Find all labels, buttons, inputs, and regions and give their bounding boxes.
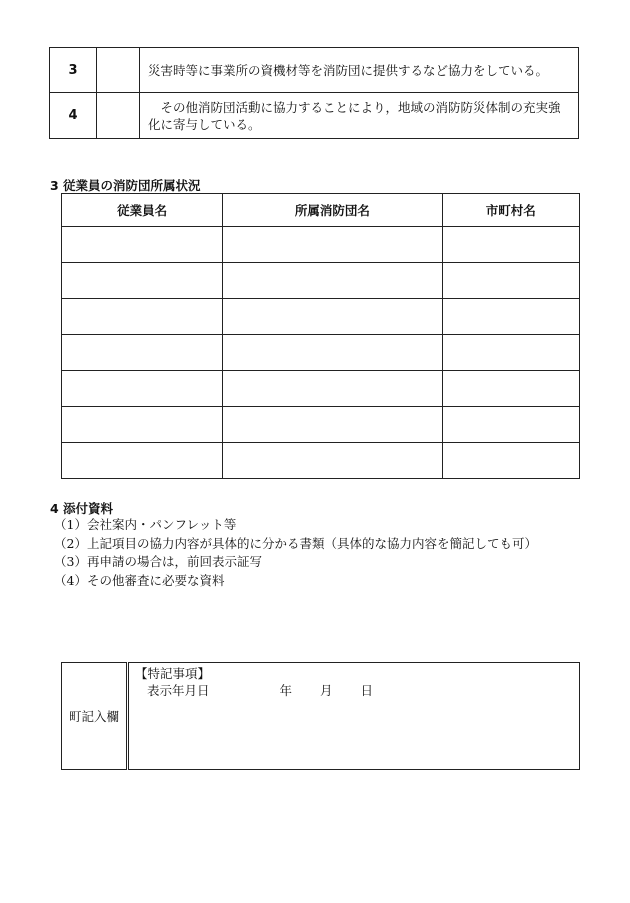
fire-brigade-cell[interactable] [223,227,442,263]
fire-brigade-cell[interactable] [223,299,442,335]
column-employee-name: 従業員名 [62,194,223,227]
municipality-cell[interactable] [442,335,580,371]
list-item: （4）その他審査に必要な資料 [54,572,225,588]
section-3-heading: 3 従業員の消防団所属状況 [50,178,201,193]
day-label: 日 [360,683,374,698]
town-entry-box [61,662,580,770]
column-municipality-name: 市町村名 [442,194,580,227]
employee-name-cell[interactable] [62,443,223,479]
section-4-heading: 4 添付資料 [50,501,114,516]
remarks-content[interactable] [128,663,580,770]
list-item: （1）会社案内・パンフレット等 [54,517,237,532]
remarks-row [62,663,580,770]
list-item: （2）上記項目の協力内容が具体的に分かる書類（具体的な協力内容を簡記しても可） [54,535,537,551]
criteria-number: 3 [50,48,97,93]
table-row [62,299,580,335]
employee-name-cell[interactable] [62,299,223,335]
fire-brigade-cell[interactable] [223,335,442,371]
table-row [62,407,580,443]
list-item: （3）再申請の場合は，前回表示証写 [54,554,262,569]
criteria-row [50,93,579,139]
attachment-list [54,516,537,590]
employee-name-cell[interactable] [62,263,223,299]
employee-name-cell[interactable] [62,407,223,443]
table-row [62,371,580,407]
criteria-row [50,48,579,93]
employee-table-header [62,194,580,227]
table-row [62,335,580,371]
municipality-cell[interactable] [442,443,580,479]
fire-brigade-cell[interactable] [223,407,442,443]
criteria-number: 4 [50,93,97,139]
municipality-cell[interactable] [442,227,580,263]
year-label: 年 [279,683,293,698]
town-entry-label: 町記入欄 [62,663,128,770]
remarks-title: 【特記事項】 [135,666,211,681]
employee-table [61,193,580,479]
employee-name-cell[interactable] [62,371,223,407]
column-fire-brigade-name: 所属消防団名 [223,194,442,227]
table-row [62,227,580,263]
table-row [62,263,580,299]
municipality-cell[interactable] [442,407,580,443]
employee-name-cell[interactable] [62,335,223,371]
employee-name-cell[interactable] [62,227,223,263]
criteria-check-cell[interactable] [97,48,140,93]
month-label: 月 [320,683,333,698]
fire-brigade-cell[interactable] [223,263,442,299]
display-date-line [135,682,573,699]
criteria-check-cell[interactable] [97,93,140,139]
criteria-text: その他消防団活動に協力することにより，地域の消防防災体制の充実強化に寄与している。 [140,93,579,139]
criteria-table [49,47,579,139]
criteria-text: 災害時等に事業所の資機材等を消防団に提供するなど協力をしている。 [140,48,579,93]
display-date-label: 表示年月日 [147,683,210,698]
municipality-cell[interactable] [442,371,580,407]
municipality-cell[interactable] [442,263,580,299]
fire-brigade-cell[interactable] [223,371,442,407]
fire-brigade-cell[interactable] [223,443,442,479]
table-row [62,443,580,479]
municipality-cell[interactable] [442,299,580,335]
